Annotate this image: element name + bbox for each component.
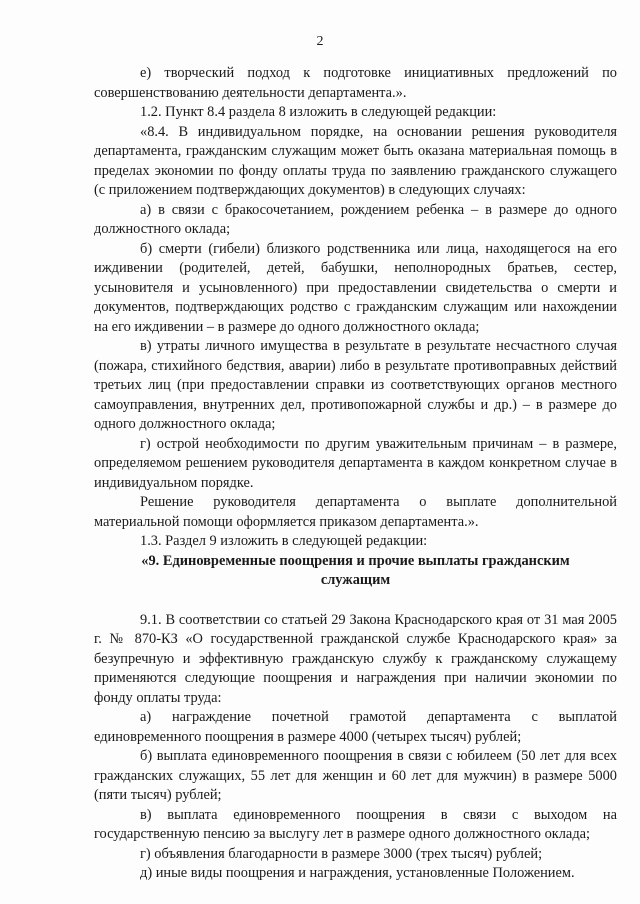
document-body (94, 64, 617, 884)
paragraph-9-1-a: а) награждение почетной грамотой департамента с выплатой единовременного поощрения в размере 4000 (четырех тысяч) рублей; (94, 709, 617, 745)
paragraph-8-4-v: в) утраты личного имущества в результате в результате несчастного случая (пожара, стихийного бедствия, аварии) либо в результате противоправных действий третьих лиц (при предоставлении справки из соответствующих органов местного самоуправления, внутренних дел, противопожарной службы и др.) – в размере до одного должностного оклада; (94, 338, 617, 432)
paragraph-1-2: 1.2. Пункт 8.4 раздела 8 изложить в следующей редакции: (140, 104, 497, 120)
section-9-heading-line2: служащим (320, 572, 391, 588)
page-number: 2 (316, 34, 324, 49)
paragraph-9-1-g: г) объявления благодарности в размере 3000 (трех тысяч) рублей; (140, 845, 543, 862)
paragraph-9-1: 9.1. В соответствии со статьей 29 Закона Краснодарского края от 31 мая 2005 г. № 870-КЗ «О государственной гражданской службе Краснодарского края» за безупречную и эффективную гражданскую службу к гражданскому служащему применяются следующие поощрения и награждения при наличии экономии по фонду оплаты труда: (94, 611, 617, 706)
paragraph-8-4-a: а) в связи с бракосочетанием, рождением ребенка – в размере до одного должностного оклада; (94, 201, 617, 237)
paragraph-8-4-g: г) острой необходимости по другим уважительным причинам – в размере, определяемом решением руководителя департамента в каждом конкретном случае в индивидуальном порядке. (94, 435, 617, 491)
paragraph-e-creative-approach: е) творческий подход к подготовке инициативных предложений по совершенствованию деятельности департамента.». (94, 65, 617, 101)
paragraph-8-4-b: б) смерти (гибели) близкого родственника или лица, находящегося на его иждивении (родителей, детей, бабушки, неполнородных братьев, сестер, усыновителя и усыновленного) при предоставлении свидетельства о смерти и документов, подтверждающих родство с гражданским служащим или нахождении на его иждивении – в размере до одного должностного оклада; (94, 240, 617, 335)
paragraph-9-1-v: в) выплата единовременного поощрения в связи с выходом на государственную пенсию за выслугу лет в размере одного должностного оклада; (94, 806, 617, 842)
paragraph-8-4: «8.4. В индивидуальном порядке, на основании решения руководителя департамента, гражданским служащим может быть оказана материальная помощь в пределах экономии по фонду оплаты труда по заявлению гражданского служащего (с приложением подтверждающих документов) в следующих случаях: (94, 123, 617, 198)
paragraph-9-1-d: д) иные виды поощрения и награждения, установленные Положением. (140, 865, 575, 881)
paragraph-9-1-b: б) выплата единовременного поощрения в связи с юбилеем (50 лет для всех гражданских служащих, 55 лет для женщин и 60 лет для мужчин) в размере 5000 (пяти тысяч) рублей; (94, 748, 617, 803)
section-9-heading-line1: «9. Единовременные поощрения и прочие выплаты гражданским (141, 552, 570, 569)
paragraph-1-3: 1.3. Раздел 9 изложить в следующей редакции: (140, 533, 428, 549)
section-9-heading (94, 552, 617, 591)
spacer (94, 591, 617, 611)
paragraph-decision: Решение руководителя департамента о выплате дополнительной материальной помощи оформляется приказом департамента.». (94, 494, 617, 530)
